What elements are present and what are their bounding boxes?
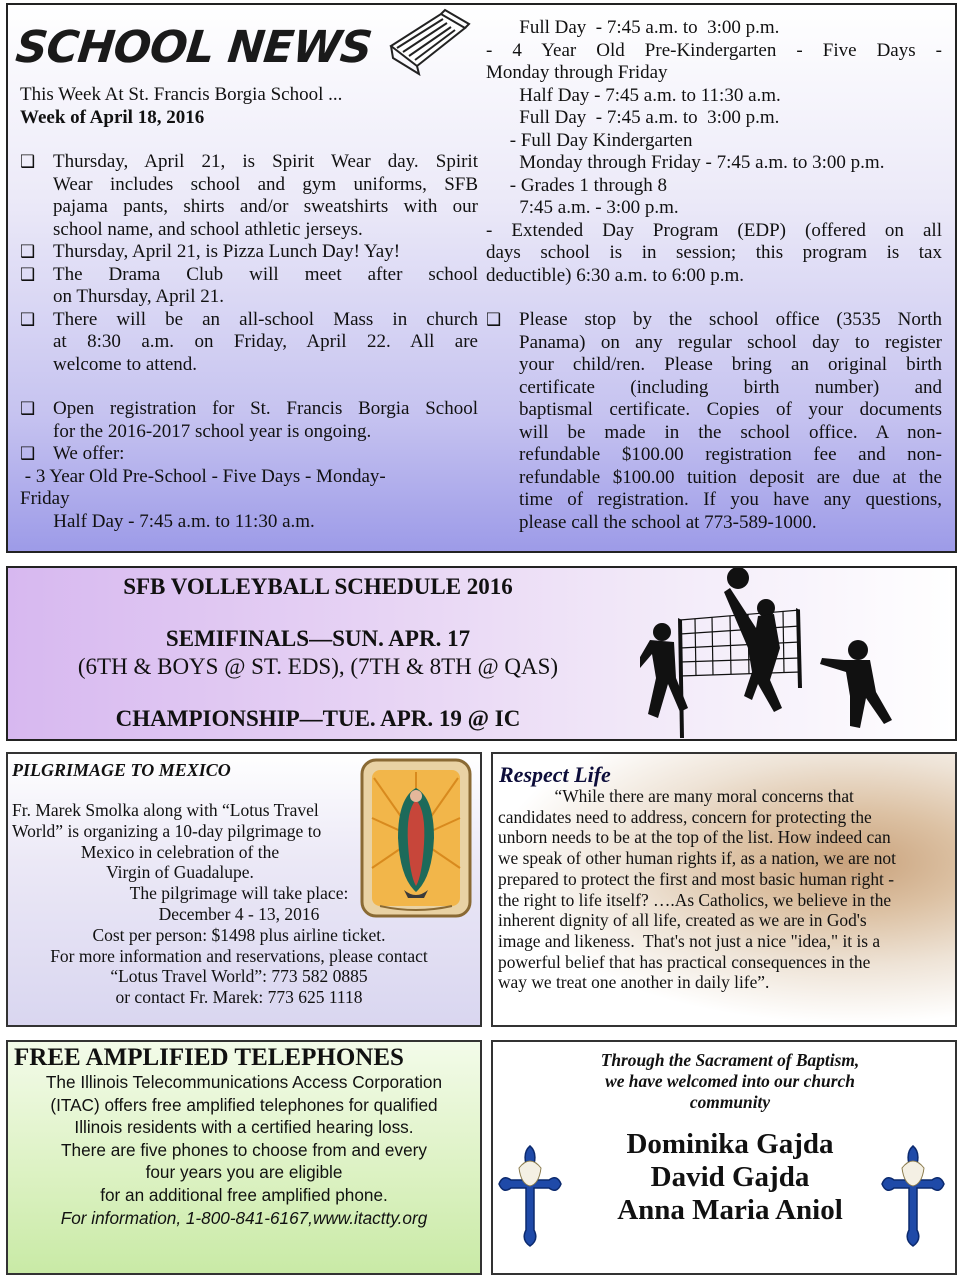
respect-life-line: “While there are many moral concerns that [498, 786, 854, 806]
cross-icon [497, 1140, 563, 1250]
pilgrimage-line: “Lotus Travel World”: 773 582 0885 [110, 966, 368, 987]
book-bullet-icon: ❑ [20, 399, 36, 419]
news-item [20, 309, 478, 377]
respect-life-line: inherent dignity of all life, created as we are in God's [498, 910, 867, 931]
program-line: Monday through Friday - 7:45 a.m. to 3:00 p.m. [486, 152, 885, 173]
news-item [20, 443, 478, 466]
news-item-line: welcome to attend. [53, 353, 198, 375]
respect-life-line: powerful belief that has practical consequences in the [498, 951, 871, 972]
registration-item [486, 309, 942, 534]
book-bullet-icon: ❑ [20, 152, 36, 172]
registration-line: refundable $100.00 registration fee and non- [519, 444, 942, 465]
news-item-line: pajama pants, shirts and/or sweatshirts with our [53, 196, 478, 217]
offer-line: - 3 Year Old Pre-School - Five Days - Monday- [20, 465, 386, 487]
phones-line: (ITAC) offers free amplified telephones for qualified [50, 1094, 438, 1115]
pilgrimage-line: Mexico in celebration of the [80, 841, 280, 862]
news-item-line: at 8:30 a.m. on Friday, April 22. All are [53, 331, 478, 352]
offer-block [20, 466, 478, 534]
baptism-names [560, 1128, 900, 1227]
program-line: days school is in session; this program is tax [486, 242, 942, 263]
newspaper-icon [383, 6, 473, 76]
book-bullet-icon: ❑ [20, 264, 36, 285]
program-line: - 4 Year Old Pre-Kindergarten - Five Days - [486, 39, 942, 61]
baptized-name: Dominika Gajda [626, 1128, 834, 1160]
program-line: - Grades 1 through 8 [486, 174, 667, 196]
news-item-line: We offer: [53, 443, 125, 464]
news-item-line: Open registration for St. Francis Borgia School [53, 398, 478, 419]
book-bullet-icon: ❑ [20, 242, 36, 262]
news-item-line: Wear includes school and gym uniforms, SFB [53, 173, 478, 195]
registration-line: certificate (including birth number) and [519, 376, 942, 398]
masthead-title: SCHOOL NEWS [13, 22, 374, 73]
pilgrimage-line: Virgin of Guadalupe. [106, 862, 254, 883]
phones-line: four years you are eligible [145, 1162, 343, 1183]
program-list [486, 17, 942, 287]
championship-heading: CHAMPIONSHIP—TUE. APR. 19 @ IC [115, 706, 521, 731]
program-line: - Extended Day Program (EDP) (offered on all [486, 219, 942, 241]
phones-line: There are five phones to choose from and every [61, 1139, 427, 1160]
pilgrimage-text [0, 800, 478, 1008]
semifinals-detail: (6TH & BOYS @ ST. EDS), (7TH & 8TH @ QAS) [77, 654, 559, 679]
book-bullet-icon: ❑ [486, 310, 502, 330]
news-item-line: on Thursday, April 21. [53, 286, 224, 307]
news-item-line: The Drama Club will meet after school [53, 263, 478, 285]
pilgrimage-line: For more information and reservations, please contact [50, 945, 428, 966]
volleyball-players-illustration [640, 568, 960, 738]
news-item-line: school name, and school athletic jerseys. [53, 218, 363, 240]
offer-line: Half Day - 7:45 a.m. to 11:30 a.m. [20, 510, 315, 532]
baptism-intro-line: community [689, 1091, 771, 1112]
registration-text [519, 309, 942, 534]
news-item-line: Thursday, April 21, is Pizza Lunch Day! Yay! [53, 241, 401, 262]
registration-line: refundable $100.00 tuition deposit are due at the [519, 466, 942, 488]
registration-line: please call the school at 773-589-1000. [519, 511, 817, 533]
registration-line: baptismal certificate. Copies of your documents [519, 399, 942, 420]
pilgrimage-line: World” is organizing a 10-day pilgrimage to [12, 820, 322, 841]
offer-line: Friday [20, 488, 70, 509]
news-item [20, 241, 478, 264]
registration-line: Please stop by the school office (3535 North [519, 309, 942, 330]
baptism-intro-line: Through the Sacrament of Baptism, [600, 1050, 860, 1070]
phones-text [8, 1071, 480, 1229]
news-item-line: There will be an all-school Mass in church [53, 308, 478, 330]
respect-life-line: we speak of other human rights if, as a nation, we are not [498, 848, 896, 869]
pilgrimage-title: PILGRIMAGE TO MEXICO [12, 760, 231, 780]
pilgrimage-line: December 4 - 13, 2016 [158, 903, 320, 924]
respect-life-quote [498, 786, 944, 993]
program-line: Half Day - 7:45 a.m. to 11:30 a.m. [486, 84, 781, 106]
baptized-name: Anna Maria Aniol [617, 1194, 843, 1226]
pilgrimage-line: or contact Fr. Marek: 773 625 1118 [115, 987, 363, 1008]
respect-life-line: image and likeness. That's not just a nice "idea," it is a [498, 930, 881, 951]
news-list [20, 151, 478, 466]
respect-life-line: prepared to protect the first and most basic human right - [498, 868, 895, 889]
book-bullet-icon: ❑ [20, 444, 36, 464]
program-line: Monday through Friday [486, 62, 668, 83]
registration-line: time of registration. If you have any questions, [519, 489, 942, 510]
baptized-name: David Gajda [650, 1161, 810, 1193]
volleyball-title: SFB VOLLEYBALL SCHEDULE 2016 [123, 574, 513, 599]
week-heading: Week of April 18, 2016 [20, 106, 205, 128]
pilgrimage-line: Cost per person: $1498 plus airline ticket. [92, 924, 386, 945]
news-item [20, 151, 478, 241]
news-item-line: Thursday, April 21, is Spirit Wear day. Spirit [53, 151, 478, 172]
pilgrimage-line: Fr. Marek Smolka along with “Lotus Travel [12, 800, 319, 820]
intro-line: This Week At St. Francis Borgia School ... [20, 84, 343, 105]
registration-line: will be made in the school office. A non- [519, 421, 942, 443]
program-line: deductible) 6:30 a.m. to 6:00 p.m. [486, 264, 745, 286]
program-line: Full Day - 7:45 a.m. to 3:00 p.m. [486, 17, 780, 38]
phones-line: The Illinois Telecommunications Access Corporation [45, 1072, 443, 1092]
phones-line: Illinois residents with a certified hearing loss. [74, 1117, 414, 1138]
registration-line: your child/ren. Please bring an original birth [519, 354, 942, 375]
news-item-line: for the 2016-2017 school year is ongoing. [53, 420, 372, 442]
respect-life-title: Respect Life [499, 762, 611, 787]
right-column [486, 17, 942, 534]
program-line: - Full Day Kindergarten [486, 129, 693, 151]
phones-contact: For information, 1-800-841-6167,www.itactty.org [60, 1207, 428, 1228]
book-bullet-icon: ❑ [20, 309, 36, 330]
baptism-intro [560, 1050, 900, 1112]
news-item [20, 398, 478, 443]
baptism-intro-line: we have welcomed into our church [605, 1070, 855, 1091]
registration-line: Panama) on any regular school day to register [519, 331, 942, 353]
pilgrimage-line: The pilgrimage will take place: [129, 883, 349, 904]
left-column [20, 84, 478, 533]
volleyball-icon [727, 568, 749, 589]
phones-title: FREE AMPLIFIED TELEPHONES [14, 1044, 404, 1071]
program-line: Full Day - 7:45 a.m. to 3:00 p.m. [486, 107, 780, 128]
news-item [20, 264, 478, 309]
cross-icon [880, 1140, 946, 1250]
program-line: 7:45 a.m. - 3:00 p.m. [486, 197, 679, 218]
respect-life-line: the right to life itself? ….As Catholics, we believe in the [498, 889, 892, 910]
respect-life-line: way we treat one another in daily life”. [498, 972, 770, 993]
respect-life-line: unborn needs to be at the top of the list. How indeed can [498, 827, 891, 848]
phones-line: for an additional free amplified phone. [100, 1184, 388, 1205]
semifinals-heading: SEMIFINALS—SUN. APR. 17 [165, 626, 471, 651]
respect-life-line: candidates need to address, concern for protecting the [498, 806, 872, 827]
